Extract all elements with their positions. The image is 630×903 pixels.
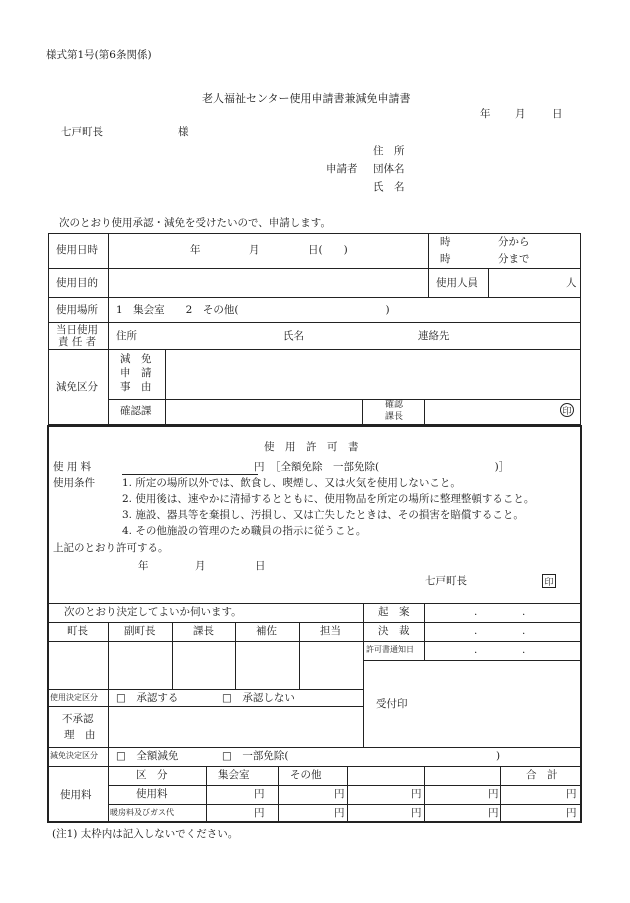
purpose-label: 使用目的 xyxy=(56,277,98,289)
exemption-decision-label: 減免決定区分 xyxy=(50,751,98,760)
col-total: 合 計 xyxy=(526,769,558,781)
confirm-chief-1: 確認 xyxy=(385,400,404,410)
role-staff: 担当 xyxy=(320,625,341,637)
role-deputy-mayor: 副町長 xyxy=(124,625,156,637)
notice-dot-2: . xyxy=(522,644,526,656)
condition-3: 3. 施設、器具等を棄損し、汚損し、又は亡失したときは、その損害を賠償すること。 xyxy=(122,509,524,521)
people-unit: 人 xyxy=(566,277,577,289)
row-fee-label: 使用料 xyxy=(136,788,168,800)
draft-dot-1: . xyxy=(474,606,478,618)
notice-dot-1: . xyxy=(474,644,478,656)
footer-note: (注1) 太枠内は記入しないでください。 xyxy=(52,828,239,840)
responsible-name: 氏名 xyxy=(283,330,304,342)
address-label: 住 所 xyxy=(373,145,405,157)
yen-r1-c3: 円 xyxy=(411,788,422,800)
time-until: 分まで xyxy=(498,253,530,265)
datetime-day: 日( ) xyxy=(308,244,348,256)
exemption-reason-1: 減 免 xyxy=(120,353,152,365)
col-category: 区 分 xyxy=(136,769,168,781)
responsible-label-2: 責 任 者 xyxy=(58,336,97,348)
yen-r1-c5: 円 xyxy=(566,788,577,800)
yen-r1-c1: 円 xyxy=(254,788,265,800)
responsible-label-1: 当日使用 xyxy=(56,324,98,336)
row-heating-label: 暖房料及びガス代 xyxy=(110,808,174,817)
yen-r1-c2: 円 xyxy=(334,788,345,800)
condition-4: 4. その他施設の管理のため職員の指示に従うこと。 xyxy=(122,525,367,537)
draft-dot-2: . xyxy=(522,606,526,618)
fee-table-label: 使用料 xyxy=(60,789,92,801)
yen-r2-c3: 円 xyxy=(411,807,422,819)
name-label: 氏 名 xyxy=(373,181,405,193)
exemption-label: 減免区分 xyxy=(56,381,98,393)
addressee: 七戸町長 xyxy=(61,126,103,138)
form-title: 老人福祉センター使用申請書兼減免申請書 xyxy=(202,92,411,105)
fee-unit: 円 xyxy=(254,461,265,473)
yen-r2-c5: 円 xyxy=(566,807,577,819)
full-exemption-checkbox[interactable]: □ 全額減免 xyxy=(116,750,179,762)
date-day: 日 xyxy=(552,108,563,120)
addressee-honorific: 様 xyxy=(178,126,189,138)
permit-day: 日 xyxy=(255,560,266,572)
draft-label: 起 案 xyxy=(378,606,410,618)
approve-dot-1: . xyxy=(474,625,478,637)
time-hour-2: 時 xyxy=(440,253,451,265)
responsible-address: 住所 xyxy=(116,330,137,342)
conditions-label: 使用条件 xyxy=(53,477,95,489)
permit-title: 使 用 許 可 書 xyxy=(264,441,359,453)
use-decision-label: 使用決定区分 xyxy=(50,693,98,702)
approve-checkbox[interactable]: □ 承認する xyxy=(116,692,179,704)
role-mayor: 町長 xyxy=(67,625,88,637)
yen-r1-c4: 円 xyxy=(488,788,499,800)
reject-reason-label-2: 理 由 xyxy=(64,729,96,741)
disapprove-checkbox[interactable]: □ 承認しない xyxy=(222,692,295,704)
partial-exemption-checkbox[interactable]: □ 一部免除( xyxy=(222,750,289,762)
fee-line xyxy=(122,474,258,475)
group-label: 団体名 xyxy=(373,163,405,175)
approve-dot-2: . xyxy=(522,625,526,637)
approve-label: 決 裁 xyxy=(378,625,410,637)
datetime-label: 使用日時 xyxy=(56,244,98,256)
role-assistant: 補佐 xyxy=(256,625,277,637)
condition-2: 2. 使用後は、速やかに清掃するとともに、使用物品を所定の場所に整理整頓すること。 xyxy=(122,493,535,505)
form-number: 様式第1号(第6条関係) xyxy=(46,49,152,61)
permit-month: 月 xyxy=(195,560,206,572)
yen-r2-c2: 円 xyxy=(334,807,345,819)
exemption-reason-3: 事 由 xyxy=(120,381,152,393)
datetime-year: 年 xyxy=(190,244,201,256)
permit-mayor: 七戸町長 xyxy=(425,575,467,587)
yen-r2-c1: 円 xyxy=(254,807,265,819)
time-hour-1: 時 xyxy=(440,236,451,248)
reject-reason-label-1: 不承認 xyxy=(62,713,94,725)
partial-exemption-close: ) xyxy=(496,750,501,762)
exemption-reason-2: 申 請 xyxy=(120,367,152,379)
col-hall: 集会室 xyxy=(218,769,250,781)
intro-text: 次のとおり使用承認・減免を受けたいので、申請します。 xyxy=(59,217,331,229)
time-from: 分から xyxy=(498,236,530,248)
decision-intro: 次のとおり決定してよいか伺います。 xyxy=(64,606,242,618)
permit-statement: 上記のとおり許可する。 xyxy=(53,542,169,554)
date-month: 月 xyxy=(515,108,526,120)
notice-date-label: 許可書通知日 xyxy=(366,645,414,654)
place-label: 使用場所 xyxy=(56,304,98,316)
applicant-label: 申請者 xyxy=(326,163,358,175)
people-label: 使用人員 xyxy=(436,277,478,289)
datetime-month: 月 xyxy=(249,244,260,256)
fee-label: 使 用 料 xyxy=(53,461,92,473)
date-year: 年 xyxy=(480,108,491,120)
confirm-chief-2: 課長 xyxy=(385,412,404,422)
fee-options: ［全額免除 一部免除( )］ xyxy=(270,461,510,473)
condition-1: 1. 所定の場所以外では、飲食し、喫煙し、又は火気を使用しないこと。 xyxy=(122,477,461,489)
place-options: 1 集会室 2 その他( ) xyxy=(116,304,390,316)
col-other: その他 xyxy=(290,769,322,781)
role-section-chief: 課長 xyxy=(193,625,214,637)
yen-r2-c4: 円 xyxy=(488,807,499,819)
receipt-stamp-label: 受付印 xyxy=(376,698,408,710)
responsible-contact: 連絡先 xyxy=(418,330,450,342)
confirm-dept: 確認課 xyxy=(120,405,152,417)
seal-square-icon: 印 xyxy=(542,574,556,588)
seal-circle-icon: 印 xyxy=(560,403,574,417)
permit-year: 年 xyxy=(138,560,149,572)
